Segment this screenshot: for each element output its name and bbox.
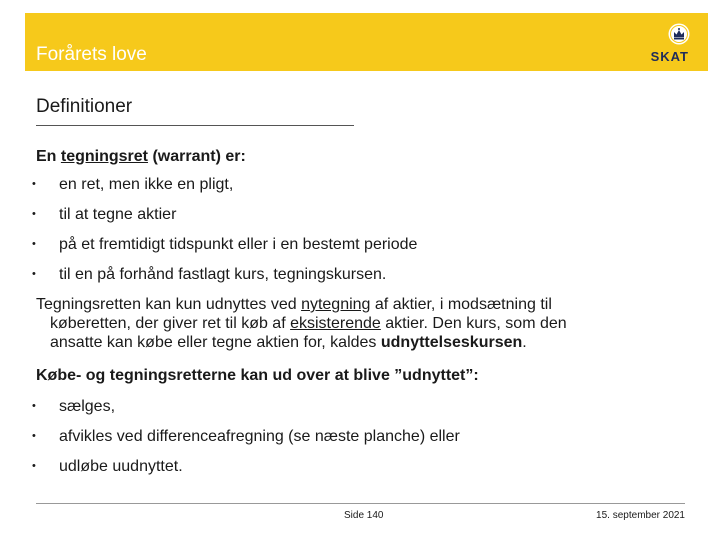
paragraph-text: køberetten, der giver ret til køb af bbox=[50, 315, 291, 332]
bullet-icon: • bbox=[32, 430, 36, 442]
header-banner bbox=[25, 13, 708, 71]
skat-logo bbox=[617, 19, 689, 67]
paragraph-text: aktier. Den kurs, som den bbox=[380, 315, 567, 332]
section-title: Definitioner bbox=[36, 96, 133, 117]
definition-bullet bbox=[32, 176, 233, 194]
paragraph-text: af aktier, i modsætning til bbox=[370, 296, 552, 313]
bullet-icon: • bbox=[32, 268, 36, 280]
bullet-icon: • bbox=[32, 208, 36, 220]
crown-emblem-icon bbox=[668, 23, 690, 45]
bullet-icon: • bbox=[32, 460, 36, 472]
section-divider bbox=[36, 125, 354, 126]
bullet-icon: • bbox=[32, 178, 36, 190]
definition-lead-prefix: En bbox=[36, 148, 61, 165]
definition-heading bbox=[36, 147, 246, 166]
definition-bullet bbox=[32, 266, 386, 284]
definition-lead-suffix: (warrant) er: bbox=[148, 148, 246, 165]
second-bullet bbox=[32, 398, 115, 416]
explanation-paragraph bbox=[36, 295, 676, 352]
bullet-icon: • bbox=[32, 400, 36, 412]
second-bullet-text: sælges, bbox=[59, 398, 116, 415]
bold-term: udnyttelseskursen bbox=[380, 334, 523, 351]
definition-bullet-text: på et fremtidigt tidspunkt eller i en bestemt periode bbox=[59, 236, 418, 253]
second-bullet bbox=[32, 458, 183, 476]
footer-date: 15. september 2021 bbox=[596, 510, 685, 521]
paragraph-line bbox=[36, 295, 676, 314]
paragraph-text: . bbox=[522, 334, 527, 351]
paragraph-line bbox=[36, 314, 676, 333]
footer-divider bbox=[36, 503, 685, 504]
second-heading: Købe- og tegningsretterne kan ud over at blive ”udnyttet”: bbox=[36, 367, 479, 384]
second-bullet-text: udløbe uudnyttet. bbox=[59, 458, 183, 475]
page-number: Side 140 bbox=[344, 510, 384, 521]
bullet-icon: • bbox=[32, 238, 36, 250]
underlined-term: nytegning bbox=[301, 296, 371, 313]
definition-bullet bbox=[32, 236, 417, 254]
definition-bullet bbox=[32, 206, 176, 224]
second-bullet bbox=[32, 428, 460, 446]
definition-bullet-text: en ret, men ikke en pligt, bbox=[59, 176, 234, 193]
second-bullet-text: afvikles ved differenceafregning (se næste planche) eller bbox=[59, 428, 460, 445]
definition-bullet-text: til en på forhånd fastlagt kurs, tegningskursen. bbox=[59, 266, 387, 283]
paragraph-text: Tegningsretten kan kun udnyttes ved bbox=[36, 296, 302, 313]
underlined-term: eksisterende bbox=[290, 315, 381, 332]
paragraph-line bbox=[36, 333, 676, 352]
skat-wordmark: SKAT bbox=[650, 49, 689, 64]
definition-term: tegningsret bbox=[60, 148, 149, 165]
definition-bullet-text: til at tegne aktier bbox=[59, 206, 177, 223]
presentation-title: Forårets love bbox=[36, 44, 147, 65]
paragraph-text: ansatte kan købe eller tegne aktien for, kaldes bbox=[50, 334, 381, 351]
